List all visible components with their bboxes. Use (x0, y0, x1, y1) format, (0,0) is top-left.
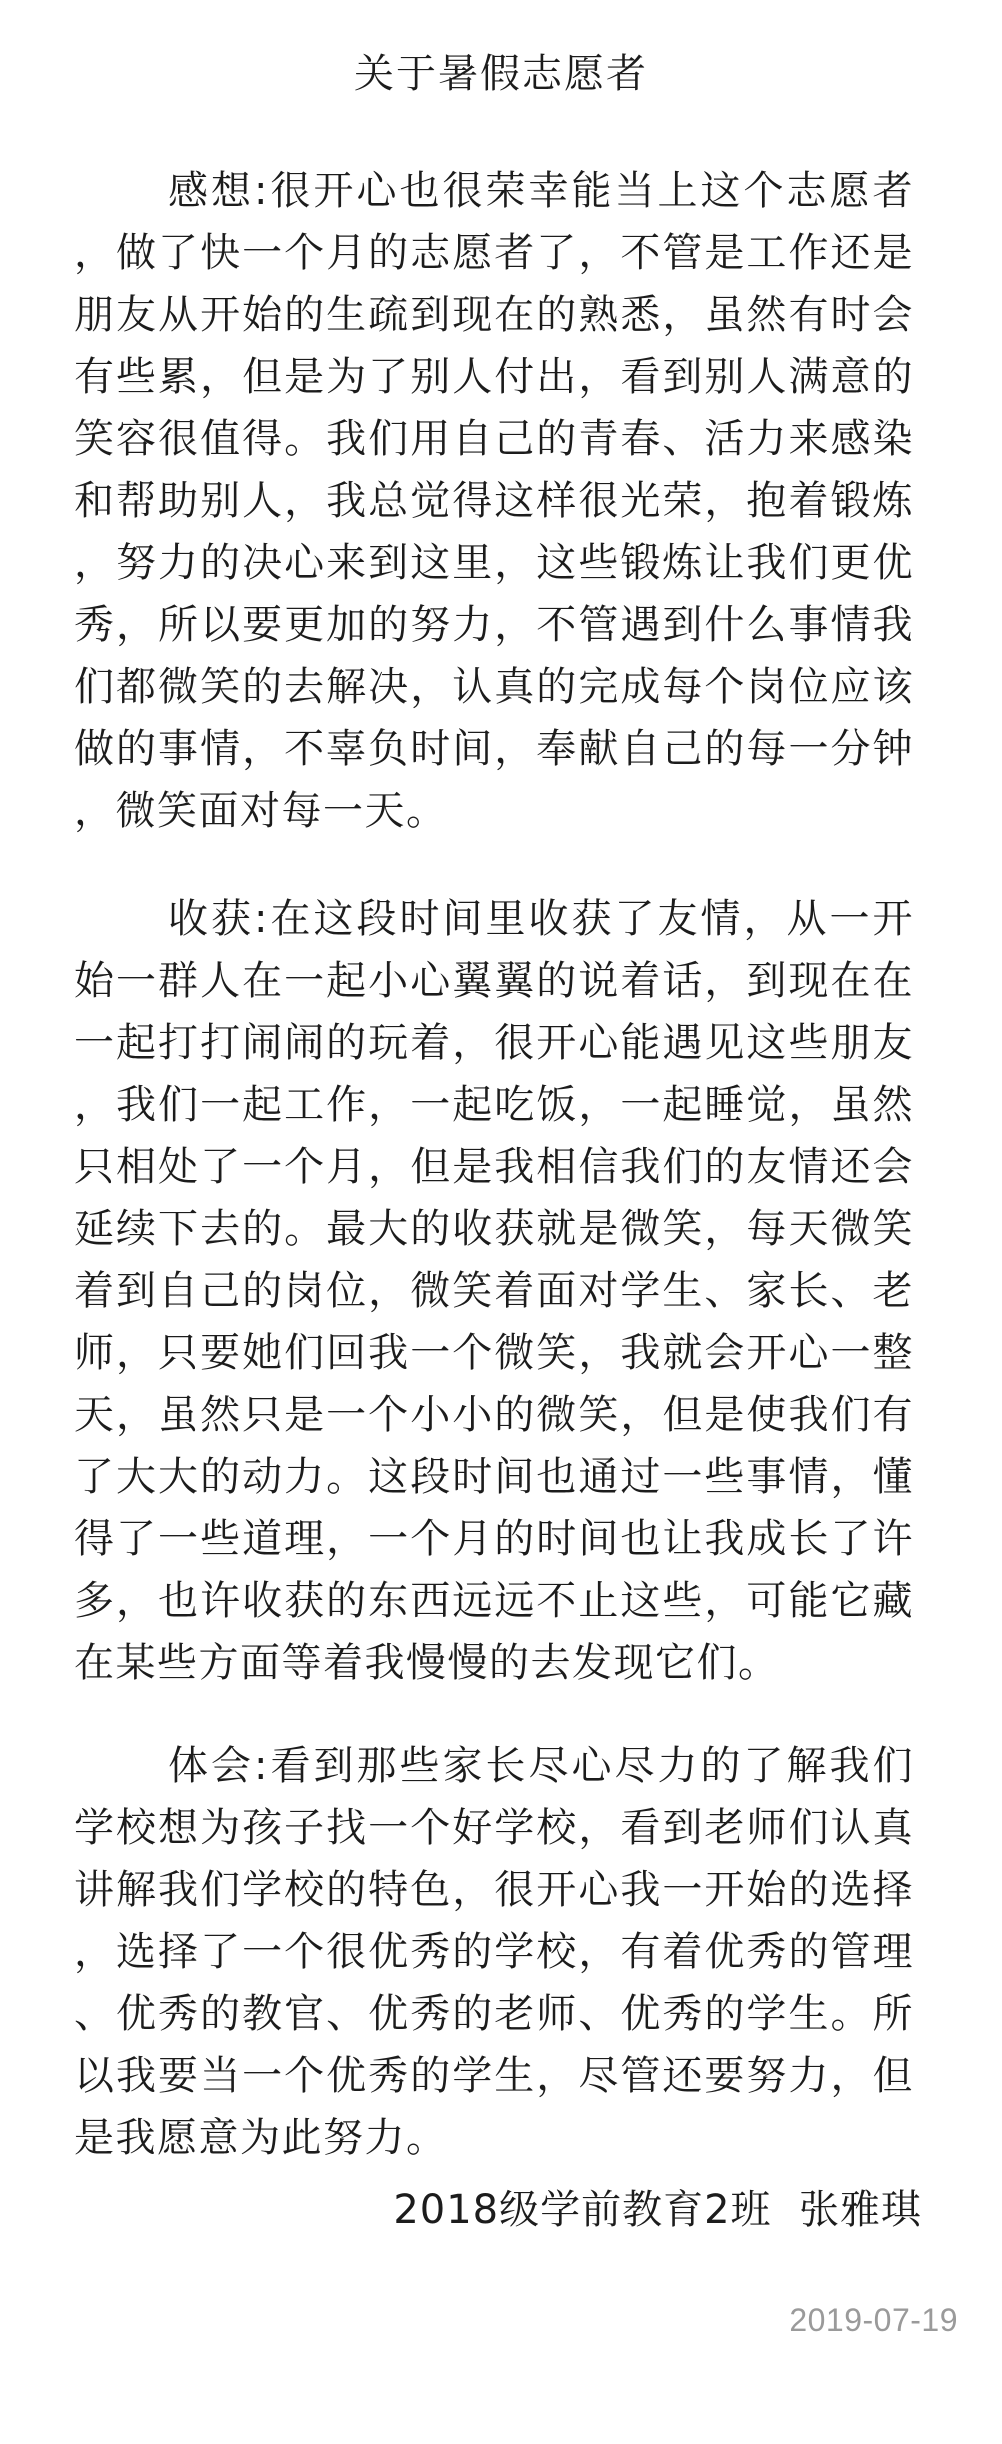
author-signature: 2018级学前教育2班 张雅琪 (393, 2187, 922, 2233)
paragraph-reflections: 感想:很开心也很荣幸能当上这个志愿者，做了快一个月的志愿者了，不管是工作还是朋友从开始的生疏到现在的熟悉，虽然有时会有些累，但是为了别人付出，看到别人满意的笑容很值得。我们用自己的青春、活力来感染和帮助别人，我总觉得这样很光荣，抱着锻炼，努力的决心来到这里，这些锻炼让我们更优秀，所以要更加的努力，不管遇到什么事情我们都微笑的去解决，认真的完成每个岗位应该做的事情，不辜负时间，奉献自己的每一分钟，微笑面对每一天。 (74, 168, 914, 834)
paragraph-experience: 体会:看到那些家长尽心尽力的了解我们学校想为孩子找一个好学校，看到老师们认真讲解我们学校的特色，很开心我一开始的选择，选择了一个很优秀的学校，有着优秀的管理、优秀的教官、优秀的老师、优秀的学生。所以我要当一个优秀的学生，尽管还要努力，但是我愿意为此努力。 (74, 1743, 914, 2161)
document-title: 关于暑假志愿者 (354, 51, 648, 97)
paragraph-gains: 收获:在这段时间里收获了友情，从一开始一群人在一起小心翼翼的说着话，到现在在一起打打闹闹的玩着，很开心能遇见这些朋友，我们一起工作，一起吃饭，一起睡觉，虽然只相处了一个月，但是我相信我们的友情还会延续下去的。最大的收获就是微笑，每天微笑着到自己的岗位，微笑着面对学生、家长、老师，只要她们回我一个微笑，我就会开心一整天，虽然只是一个小小的微笑，但是使我们有了大大的动力。这段时间也通过一些事情，懂得了一些道理，一个月的时间也让我成长了许多，也许收获的东西远远不止这些，可能它藏在某些方面等着我慢慢的去发现它们。 (74, 896, 914, 1686)
date-stamp: 2019-07-19 (789, 2302, 958, 2338)
